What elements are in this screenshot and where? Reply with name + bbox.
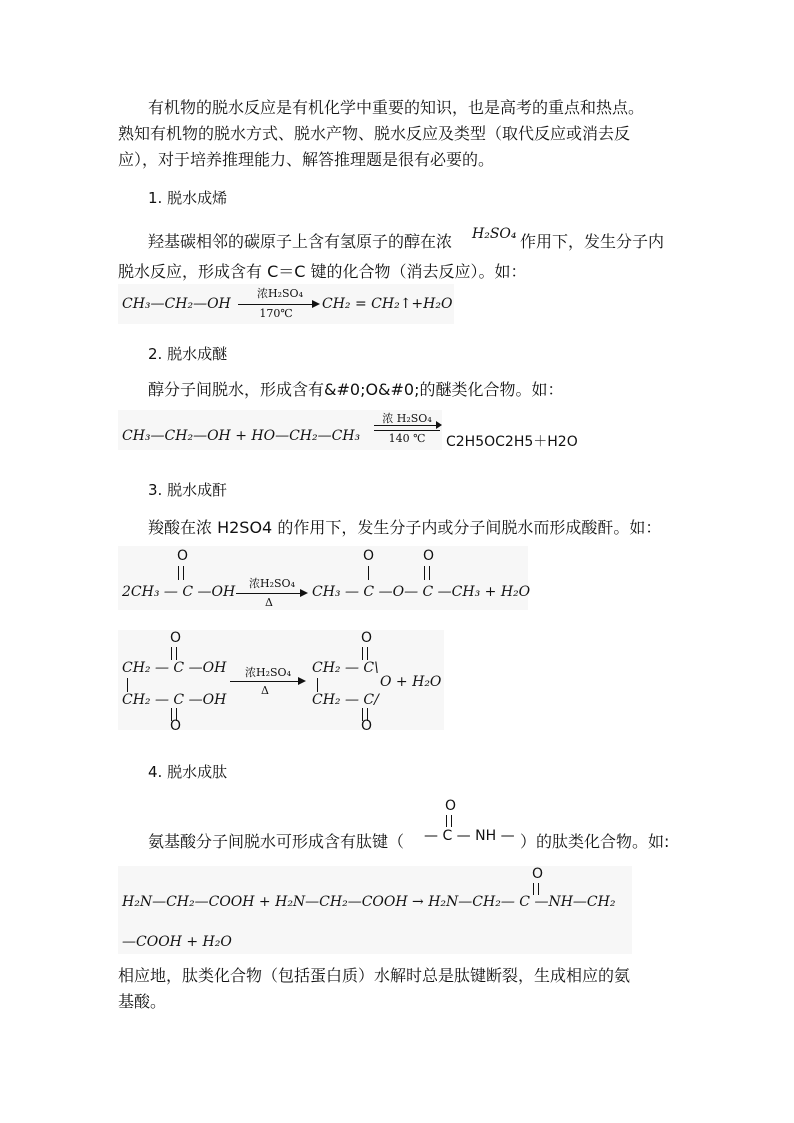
equation-4-left-bottom: CH₂ — C —OH: [122, 692, 227, 708]
equation-3-double-bond-1: [178, 566, 184, 580]
equation-4-right-bottom: CH₂ — C/: [312, 692, 379, 708]
equation-4-left-top: CH₂ — C —OH: [122, 660, 227, 676]
equation-4-double-bond-top-left: [171, 647, 177, 660]
equation-4-o-top-right: O: [361, 630, 373, 646]
h2so4-formula: H₂SO₄: [472, 226, 517, 242]
section-1-text-b: 作用下，发生分子内: [520, 232, 665, 251]
equation-4-right-top: CH₂ — C\: [312, 660, 379, 676]
equation-3-o-2: O: [363, 548, 375, 564]
equation-3-o-1: O: [177, 548, 189, 564]
section-4-heading: 4. 脱水成肽: [148, 763, 228, 781]
equation-4-arrow: [230, 681, 300, 682]
intro-line-3: 应），对于培养推理能力、解答推理题是很有必要的。: [118, 150, 495, 169]
equation-2-arrow-forward: [374, 425, 440, 426]
equation-2-condition-top: 浓 H₂SO₄: [382, 412, 432, 425]
equation-3-bond-2: [368, 566, 369, 580]
equation-5-line-2: —COOH + H₂O: [122, 934, 232, 950]
section-1-text-2: 脱水反应，形成含有 C＝C 键的化合物（消去反应）。如：: [118, 262, 527, 281]
equation-1-right: CH₂ = CH₂↑+H₂O: [322, 296, 453, 312]
section-3-heading: 3. 脱水成酐: [148, 481, 228, 499]
equation-4-condition-bottom: Δ: [261, 684, 269, 697]
equation-1-arrow: [238, 304, 314, 305]
outro-line-2: 基酸。: [118, 992, 167, 1011]
section-1-text-a: 羟基碳相邻的碳原子上含有氢原子的醇在浓: [148, 232, 453, 251]
equation-2-arrowhead: [436, 421, 442, 429]
section-1-heading: 1. 脱水成烯: [148, 189, 228, 207]
peptide-o: O: [445, 798, 457, 814]
equation-5-line-1: H₂N—CH₂—COOH + H₂N—CH₂—COOH → H₂N—CH₂— C —NH—CH₂: [122, 894, 616, 910]
intro-line-1: 有机物的脱水反应是有机化学中重要的知识，也是高考的重点和热点。: [148, 98, 645, 117]
equation-3-double-bond-3: [424, 566, 430, 580]
equation-1-condition-top: 浓H₂SO₄: [257, 287, 303, 300]
equation-4-product: O + H₂O: [380, 674, 442, 690]
equation-5-o: O: [532, 866, 544, 882]
section-4-text-b: ）的肽类化合物。如:: [520, 832, 670, 851]
section-2-heading: 2. 脱水成醚: [148, 345, 228, 363]
equation-3-o-3: O: [423, 548, 435, 564]
equation-1-condition-bottom: 170℃: [259, 307, 293, 320]
equation-4-condition-top: 浓H₂SO₄: [245, 666, 291, 679]
equation-3-arrow: [236, 593, 302, 594]
equation-4-o-bottom-left: O: [170, 718, 182, 734]
equation-2-arrow-back: [374, 430, 440, 431]
peptide-bond: — C — NH —: [424, 828, 515, 844]
equation-3-condition-top: 浓H₂SO₄: [249, 577, 295, 590]
equation-2-left: CH₃—CH₂—OH + HO—CH₂—CH₃: [122, 428, 361, 444]
outro-line-1: 相应地，肽类化合物（包括蛋白质）水解时总是肽键断裂，生成相应的氨: [118, 966, 631, 985]
section-4-text-a: 氨基酸分子间脱水可形成含有肽键（: [148, 832, 405, 851]
equation-3-right: CH₃ — C —O— C —CH₃ + H₂O: [312, 584, 531, 600]
intro-line-2: 熟知有机物的脱水方式、脱水产物、脱水反应及类型（取代反应或消去反: [118, 124, 631, 143]
equation-3-left: 2CH₃ — C —OH: [122, 584, 236, 600]
equation-4-o-top-left: O: [170, 630, 182, 646]
equation-1-left: CH₃—CH₂—OH: [122, 296, 231, 312]
section-3-text: 羧酸在浓 H2SO4 的作用下，发生分子内或分子间脱水而形成酸酐。如：: [148, 518, 662, 537]
equation-4-bond-right: [317, 678, 318, 692]
equation-4-o-bottom-right: O: [361, 718, 373, 734]
peptide-double-bond: [446, 815, 452, 827]
equation-2-condition-bottom: 140 ℃: [388, 432, 426, 445]
equation-2-right: C2H5OC2H5＋H2O: [446, 434, 578, 450]
equation-4-double-bond-top-right: [362, 647, 368, 660]
equation-4-bond-left: [127, 678, 128, 692]
equation-3-condition-bottom: Δ: [265, 596, 273, 609]
section-2-text: 醇分子间脱水，形成含有&#0;O&#0;的醚类化合物。如：: [148, 380, 564, 399]
